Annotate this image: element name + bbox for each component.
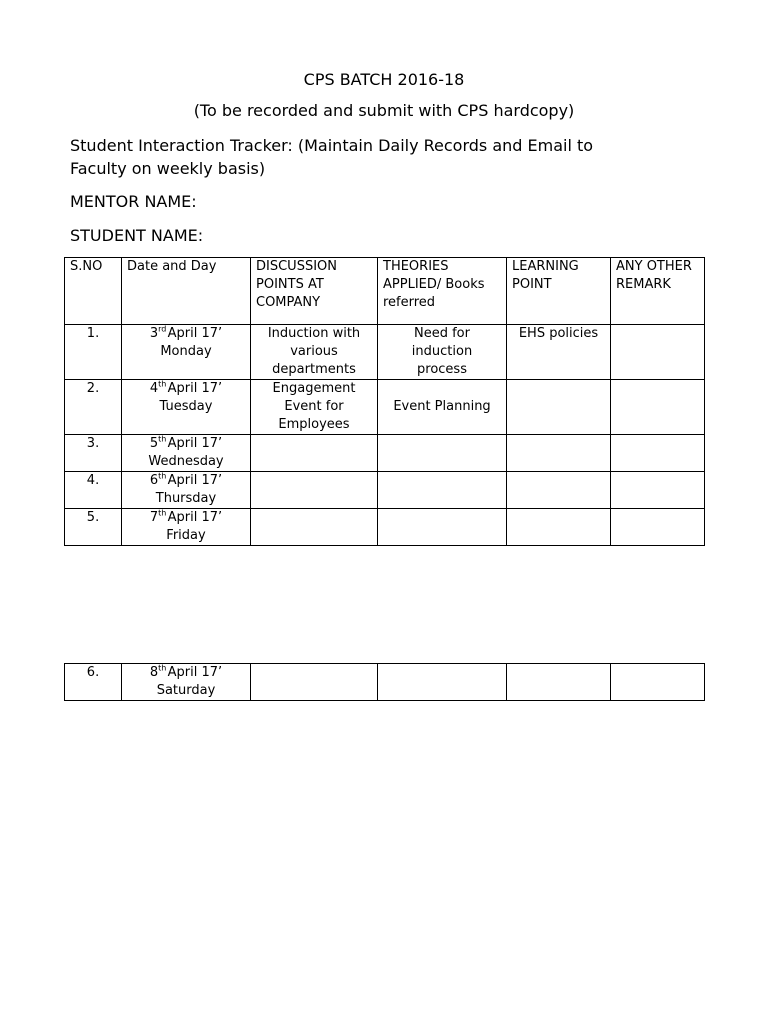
header-discussion: DISCUSSION POINTS AT COMPANY [251,258,378,325]
row-remark [611,325,705,380]
row-sno: 2. [65,380,122,435]
table-row [65,325,705,380]
row-remark [611,380,705,435]
row-remark [611,664,705,701]
row-discussion [251,472,378,509]
row-theories [378,472,507,509]
tracker-line-2: Faculty on weekly basis) [70,159,266,178]
row-discussion: Induction with various departments [251,325,378,380]
row-sno: 4. [65,472,122,509]
row-remark [611,435,705,472]
row-date: 3rd April 17’ Monday [122,325,251,380]
row-learning [507,380,611,435]
mentor-name-label: MENTOR NAME: [70,192,197,211]
row-learning [507,664,611,701]
row-date: 7th April 17’ Friday [122,509,251,546]
row-theories [378,435,507,472]
row-remark [611,509,705,546]
header-sno: S.NO [65,258,122,325]
row-discussion [251,509,378,546]
tracker-line-1: Student Interaction Tracker: (Maintain Daily Records and Email to [70,136,594,155]
row-theories: Event Planning [378,380,507,435]
row-theories [378,509,507,546]
row-date: 8th April 17’ Saturday [122,664,251,701]
student-name-label: STUDENT NAME: [70,226,204,245]
table-row [65,380,705,435]
row-sno: 1. [65,325,122,380]
row-date: 4th April 17’ Tuesday [122,380,251,435]
table-row [65,435,705,472]
interaction-table [64,257,705,546]
row-learning [507,435,611,472]
header-theories: THEORIES APPLIED/ Books referred [378,258,507,325]
interaction-table-continued [64,663,705,701]
row-date: 6th April 17’ Thursday [122,472,251,509]
row-sno: 5. [65,509,122,546]
header-learning: LEARNING POINT [507,258,611,325]
row-learning: EHS policies [507,325,611,380]
header-remark: ANY OTHER REMARK [611,258,705,325]
row-date: 5th April 17’ Wednesday [122,435,251,472]
row-theories [378,664,507,701]
row-learning [507,472,611,509]
table-row [65,509,705,546]
row-discussion [251,664,378,701]
row-theories: Need for induction process [378,325,507,380]
header-date: Date and Day [122,258,251,325]
tracker-instruction [70,134,680,180]
row-learning [507,509,611,546]
table-row [65,472,705,509]
page-title: CPS BATCH 2016-18 [303,70,465,89]
row-sno: 6. [65,664,122,701]
row-discussion [251,435,378,472]
row-discussion: Engagement Event for Employees [251,380,378,435]
page-subtitle: (To be recorded and submit with CPS hardcopy) [193,101,575,120]
row-remark [611,472,705,509]
table-header-row [65,258,705,325]
table-row [65,664,705,701]
row-sno: 3. [65,435,122,472]
